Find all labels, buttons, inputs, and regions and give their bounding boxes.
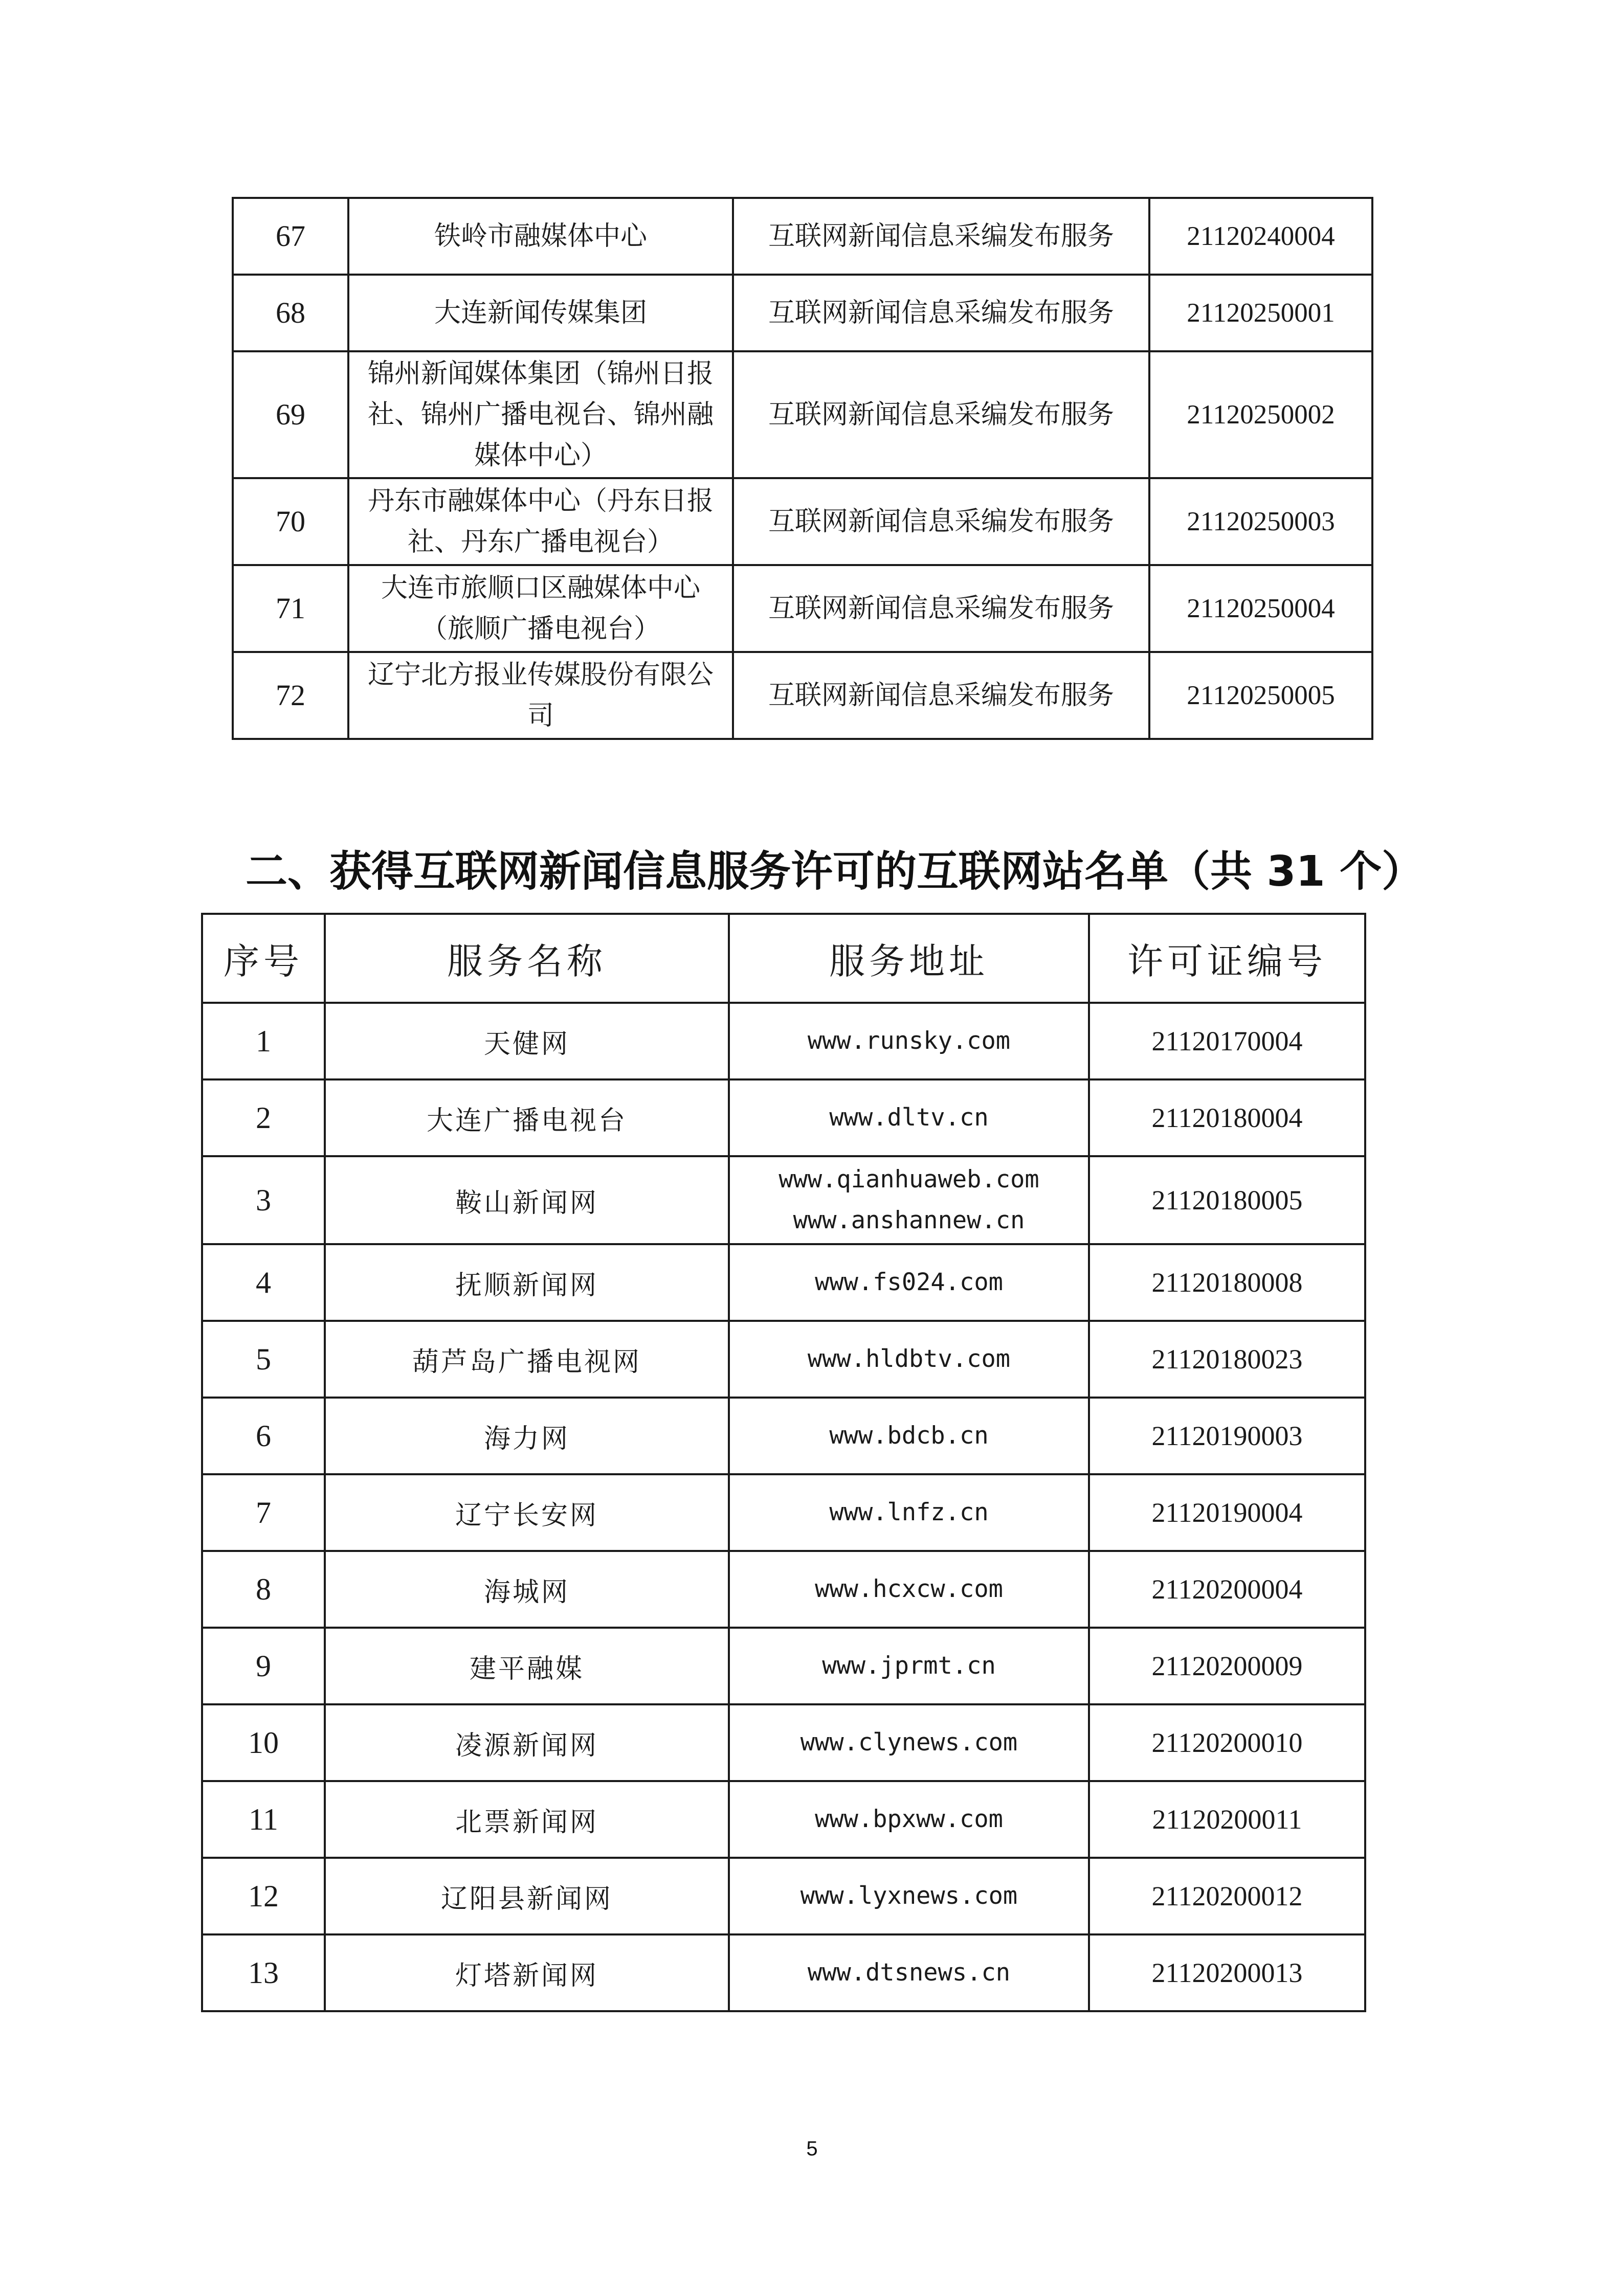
serial-cell: 11	[202, 1781, 325, 1858]
table-row	[202, 1244, 1365, 1321]
serial-cell: 3	[202, 1156, 325, 1244]
service-address-cell	[729, 1628, 1089, 1704]
website-address: www.runsky.com	[807, 1027, 1011, 1055]
unit-name-cell: 大连新闻传媒集团	[348, 275, 733, 351]
license-number-cell: 21120250005	[1149, 652, 1372, 739]
serial-cell: 13	[202, 1934, 325, 2011]
serial-cell: 67	[233, 198, 348, 275]
header-serial-number: 序号	[202, 914, 325, 1003]
serial-cell: 1	[202, 1003, 325, 1079]
unit-name-cell: 铁岭市融媒体中心	[348, 198, 733, 275]
license-number-cell: 21120200004	[1089, 1551, 1365, 1628]
serial-cell: 2	[202, 1079, 325, 1156]
license-number-cell: 21120250004	[1149, 565, 1372, 652]
section-heading: 二、获得互联网新闻信息服务许可的互联网站名单（共 31 个）	[246, 847, 1424, 896]
table-row	[202, 1704, 1365, 1781]
license-number-cell: 21120200010	[1089, 1704, 1365, 1781]
license-table-websites	[201, 913, 1366, 2012]
service-address-cell	[729, 1474, 1089, 1551]
service-address-cell	[729, 1398, 1089, 1474]
license-number-cell: 21120190003	[1089, 1398, 1365, 1474]
license-number-cell: 21120180005	[1089, 1156, 1365, 1244]
table-row	[233, 351, 1372, 478]
service-type-cell: 互联网新闻信息采编发布服务	[733, 478, 1149, 565]
header-service-name: 服务名称	[325, 914, 729, 1003]
website-address: www.fs024.com	[815, 1268, 1003, 1296]
table-row	[202, 1398, 1365, 1474]
service-address-cell	[729, 1156, 1089, 1244]
table-row	[202, 1003, 1365, 1079]
website-address: www.jprmt.cn	[822, 1652, 996, 1680]
service-address-cell	[729, 1781, 1089, 1858]
service-name-cell: 凌源新闻网	[325, 1704, 729, 1781]
license-number-cell: 21120240004	[1149, 198, 1372, 275]
table-row	[202, 1474, 1365, 1551]
license-number-cell: 21120200013	[1089, 1934, 1365, 2011]
license-number-cell: 21120180004	[1089, 1079, 1365, 1156]
service-type-cell: 互联网新闻信息采编发布服务	[733, 565, 1149, 652]
table-row	[233, 652, 1372, 739]
service-name-cell: 海城网	[325, 1551, 729, 1628]
table-row	[202, 1551, 1365, 1628]
license-number-cell: 21120200011	[1089, 1781, 1365, 1858]
website-address: www.clynews.com	[800, 1728, 1018, 1757]
table2-header-row	[202, 914, 1365, 1003]
serial-cell: 69	[233, 351, 348, 478]
serial-cell: 7	[202, 1474, 325, 1551]
serial-cell: 12	[202, 1858, 325, 1934]
service-name-cell: 鞍山新闻网	[325, 1156, 729, 1244]
service-name-cell: 辽宁长安网	[325, 1474, 729, 1551]
unit-name-cell: 锦州新闻媒体集团（锦州日报社、锦州广播电视台、锦州融媒体中心）	[348, 351, 733, 478]
service-address-cell	[729, 1321, 1089, 1398]
website-address: www.bpxww.com	[815, 1805, 1003, 1833]
header-service-address: 服务地址	[729, 914, 1089, 1003]
serial-cell: 10	[202, 1704, 325, 1781]
website-address: www.dtsnews.cn	[807, 1959, 1011, 1987]
license-number-cell: 21120180008	[1089, 1244, 1365, 1321]
license-number-cell: 21120250001	[1149, 275, 1372, 351]
service-name-cell: 海力网	[325, 1398, 729, 1474]
table2-body	[202, 1003, 1365, 2011]
website-address: www.lnfz.cn	[829, 1498, 989, 1526]
service-type-cell: 互联网新闻信息采编发布服务	[733, 652, 1149, 739]
serial-cell: 68	[233, 275, 348, 351]
service-name-cell: 大连广播电视台	[325, 1079, 729, 1156]
serial-cell: 6	[202, 1398, 325, 1474]
service-address-cell	[729, 1244, 1089, 1321]
serial-cell: 70	[233, 478, 348, 565]
website-address: www.dltv.cn	[829, 1104, 989, 1132]
serial-cell: 4	[202, 1244, 325, 1321]
serial-cell: 9	[202, 1628, 325, 1704]
service-address-cell	[729, 1704, 1089, 1781]
page-number: 5	[806, 2137, 818, 2160]
service-address-cell	[729, 1934, 1089, 2011]
table-row	[202, 1321, 1365, 1398]
unit-name-cell: 丹东市融媒体中心（丹东日报社、丹东广播电视台）	[348, 478, 733, 565]
unit-name-cell: 大连市旅顺口区融媒体中心（旅顺广播电视台）	[348, 565, 733, 652]
website-address: www.anshannew.cn	[793, 1206, 1025, 1234]
table-row	[202, 1858, 1365, 1934]
header-license-number: 许可证编号	[1089, 914, 1365, 1003]
license-number-cell: 21120180023	[1089, 1321, 1365, 1398]
license-number-cell: 21120200012	[1089, 1858, 1365, 1934]
table-row	[202, 1781, 1365, 1858]
serial-cell: 8	[202, 1551, 325, 1628]
service-type-cell: 互联网新闻信息采编发布服务	[733, 275, 1149, 351]
table1-body	[233, 198, 1372, 739]
unit-name-cell: 辽宁北方报业传媒股份有限公司	[348, 652, 733, 739]
serial-cell: 71	[233, 565, 348, 652]
service-type-cell: 互联网新闻信息采编发布服务	[733, 351, 1149, 478]
website-address: www.qianhuaweb.com	[778, 1165, 1039, 1194]
license-number-cell: 21120170004	[1089, 1003, 1365, 1079]
service-name-cell: 天健网	[325, 1003, 729, 1079]
license-number-cell: 21120250002	[1149, 351, 1372, 478]
service-name-cell: 北票新闻网	[325, 1781, 729, 1858]
website-address: www.lyxnews.com	[800, 1882, 1018, 1910]
website-address: www.bdcb.cn	[829, 1422, 989, 1450]
table-row	[233, 565, 1372, 652]
service-name-cell: 抚顺新闻网	[325, 1244, 729, 1321]
license-number-cell: 21120200009	[1089, 1628, 1365, 1704]
service-name-cell: 辽阳县新闻网	[325, 1858, 729, 1934]
table-row	[202, 1628, 1365, 1704]
service-type-cell: 互联网新闻信息采编发布服务	[733, 198, 1149, 275]
license-number-cell: 21120250003	[1149, 478, 1372, 565]
table-row	[202, 1156, 1365, 1244]
table-row	[233, 198, 1372, 275]
service-address-cell	[729, 1551, 1089, 1628]
service-address-cell	[729, 1858, 1089, 1934]
service-name-cell: 葫芦岛广播电视网	[325, 1321, 729, 1398]
service-name-cell: 灯塔新闻网	[325, 1934, 729, 2011]
website-address: www.hldbtv.com	[807, 1345, 1011, 1373]
service-address-cell	[729, 1079, 1089, 1156]
license-table-news-units	[232, 197, 1373, 740]
website-address: www.hcxcw.com	[815, 1575, 1003, 1603]
table-row	[233, 275, 1372, 351]
table-row	[202, 1934, 1365, 2011]
serial-cell: 72	[233, 652, 348, 739]
table-row	[202, 1079, 1365, 1156]
table-row	[233, 478, 1372, 565]
serial-cell: 5	[202, 1321, 325, 1398]
license-number-cell: 21120190004	[1089, 1474, 1365, 1551]
service-name-cell: 建平融媒	[325, 1628, 729, 1704]
service-address-cell	[729, 1003, 1089, 1079]
